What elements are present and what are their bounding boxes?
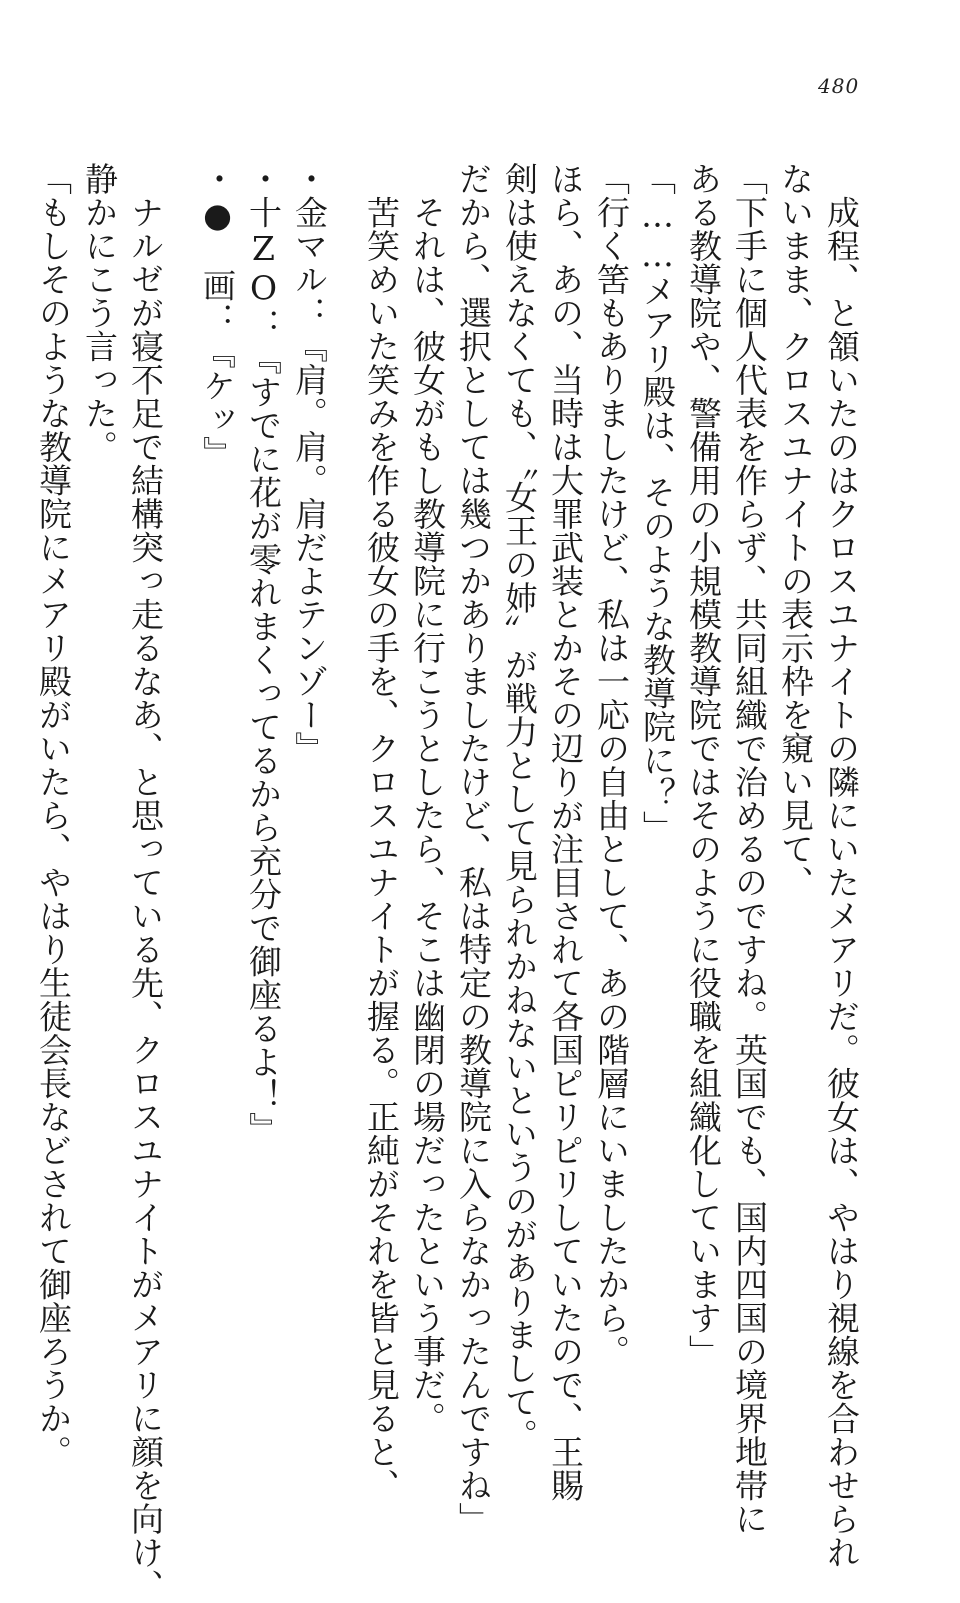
text-line: 「下手に個人代表を作らず、共同組織で治めるのですね。英国でも、国内四国の境界地帯に <box>730 162 769 1536</box>
text-line: ・十ZO：『すでに花が零れまくってるから充分で御座るよ！』 <box>244 162 283 1146</box>
paragraph-gap <box>168 162 194 1322</box>
text-line: 静かにこう言った。 <box>80 162 119 464</box>
text-line: ・● 画：『ケッ』 <box>198 162 237 470</box>
text-line: ある教導院や、警備用の小規模教導院ではそのように役職を組織化しています」 <box>684 162 723 1368</box>
text-line: ないまま、クロスユナイトの表示枠を窺い見て、 <box>776 162 815 899</box>
text-line: ナルゼが寝不足で結構突っ走るなあ、と思っている先、クロスユナイトがメアリに顔を向け、 <box>126 162 165 1603</box>
text-line: 「もしそのような教導院にメアリ殿がいたら、やはり生徒会長などされて御座ろうか。 <box>34 162 73 1469</box>
text-line: 「……メアリ殿は、そのような教導院に？」 <box>638 162 677 844</box>
text-line: 苦笑めいた笑みを作る彼女の手を、クロスユナイトが握る。正純がそれを皆と見ると、 <box>362 162 401 1502</box>
text-line: だから、選択としては幾つかありましたけど、私は特定の教導院に入らなかったんですね」 <box>454 162 493 1536</box>
text-line: 成程、と頷いたのはクロスユナイトの隣にいたメアリだ。彼女は、やはり視線を合わせられ <box>822 162 861 1569</box>
text-line: ほら、あの、当時は大罪武装とかその辺りが注目されて各国ピリピリしていたので、王賜 <box>546 162 585 1502</box>
text-line: それは、彼女がもし教導院に行こうとしたら、そこは幽閉の場だったという事だ。 <box>408 162 447 1435</box>
body-text <box>30 162 864 1603</box>
text-line: 「行く筈もありましたけど、私は一応の自由として、あの階層にいましたから。 <box>592 162 631 1368</box>
page-number: 480 <box>818 74 860 98</box>
text-line: ・金マル：『肩。肩。肩だよテンゾー』 <box>290 162 329 765</box>
text-line: 剣は使えなくても、〝女王の姉〟が戦力として見られかねないというのがありまして。 <box>500 162 539 1452</box>
paragraph-gap <box>332 162 358 1322</box>
